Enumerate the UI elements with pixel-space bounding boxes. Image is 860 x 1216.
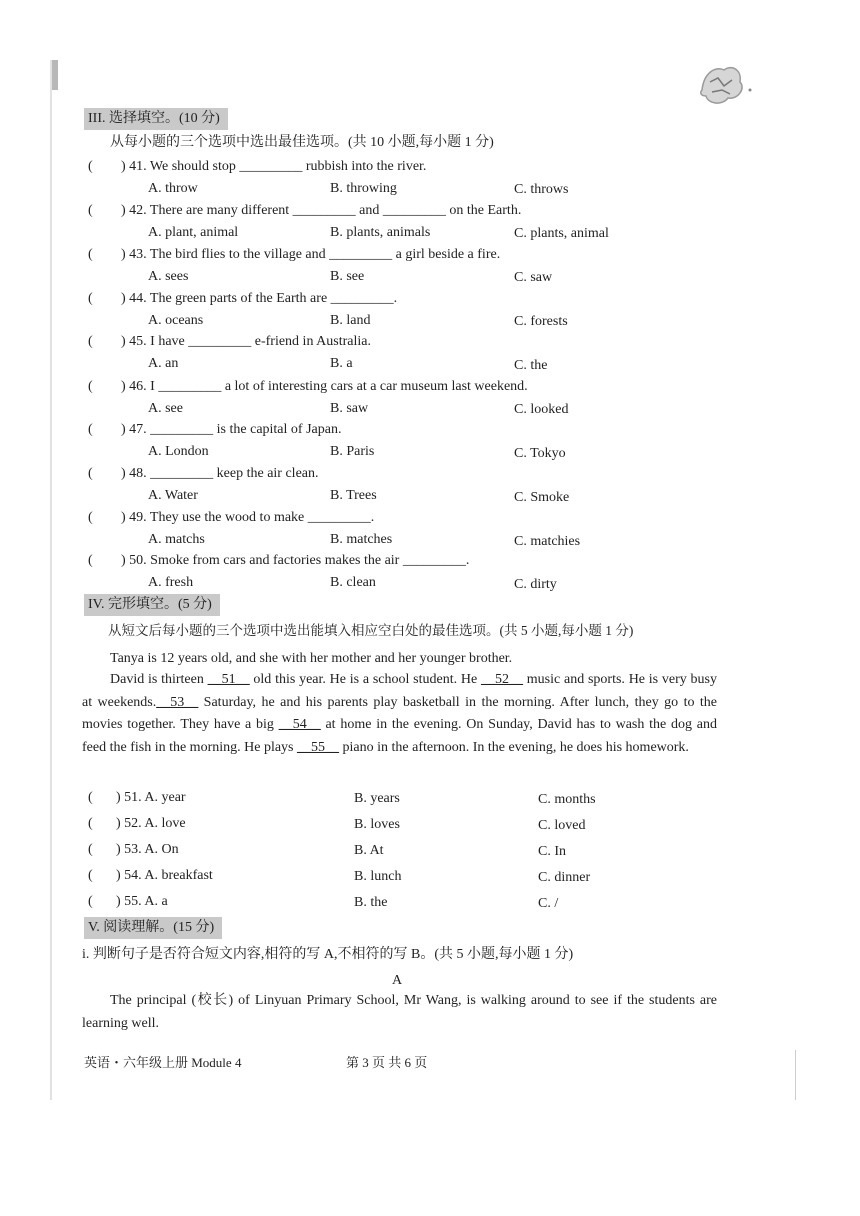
option-c: C. plants, animal	[514, 226, 609, 241]
option-c: C. dinner	[538, 870, 591, 885]
option-b: B. Trees	[330, 488, 377, 503]
blank-51: __51__	[207, 672, 250, 687]
option-b: B. a	[330, 356, 353, 371]
reading-passage: The principal (校长) of Linyuan Primary School, Mr Wang, is walking around to see if the students are learning well.	[82, 993, 717, 1031]
option-a: A. fresh	[148, 575, 194, 590]
option-c: C. forests	[514, 314, 568, 329]
question-text: ) 41. We should stop _________ rubbish into the river.	[121, 159, 427, 174]
option-b: B. loves	[354, 817, 400, 832]
answer-paren: (	[88, 868, 93, 883]
option-c: C. saw	[514, 270, 553, 285]
answer-paren: (	[88, 790, 93, 805]
passage-text: at home in the evening. On Sunday, David has to wash the dog and feed the fish in the morning. He plays	[82, 717, 717, 755]
cloze-passage	[82, 669, 717, 759]
option-c: C. loved	[538, 818, 586, 833]
section-3-heading: III. 选择填空。(10 分)	[84, 108, 228, 130]
option-b: B. matches	[330, 532, 393, 547]
question-text: ) 45. I have _________ e-friend in Australia.	[121, 334, 371, 349]
option-b: B. At	[354, 843, 384, 858]
option-b: B. lunch	[354, 869, 402, 884]
cloze-passage-intro: Tanya is 12 years old, and she with her mother and her younger brother.	[110, 651, 513, 666]
scan-edge-mark	[52, 60, 58, 90]
option-a: A. plant, animal	[148, 225, 239, 240]
option-c: C. /	[538, 896, 559, 911]
option-a: A. sees	[148, 269, 189, 284]
option-c: C. matchies	[514, 534, 581, 549]
option-a: A. matchs	[148, 532, 205, 547]
question-text: ) 42. There are many different _________ and _________ on the Earth.	[121, 203, 522, 218]
question-text: ) 51. A. year	[116, 790, 186, 805]
question-text: ) 52. A. love	[116, 816, 186, 831]
answer-paren: (	[88, 894, 93, 909]
passage-text: Saturday, he and his parents play basketball in the morning. After lunch, they go to the movies together. They have a big	[82, 694, 718, 732]
option-b: B. see	[330, 269, 365, 284]
answer-paren: (	[88, 466, 93, 481]
option-b: B. throwing	[330, 181, 397, 196]
section-4-heading: IV. 完形填空。(5 分)	[84, 594, 220, 616]
question-text: ) 54. A. breakfast	[116, 868, 213, 883]
answer-paren: (	[88, 247, 93, 262]
option-b: B. years	[354, 791, 400, 806]
passage-text: music and sports. He is very busy at weekends.	[82, 672, 717, 710]
passage-text: old this year. He is a school student. He	[249, 672, 481, 687]
option-a: A. oceans	[148, 313, 204, 328]
answer-paren: (	[88, 291, 93, 306]
option-b: B. land	[330, 313, 371, 328]
option-c: C. dirty	[514, 577, 557, 592]
answer-paren: (	[88, 510, 93, 525]
section-4-instruction: 从短文后每小题的三个选项中选出能填入相应空白处的最佳选项。(共 5 小题,每小题 1 分)	[108, 623, 634, 638]
option-c: C. the	[514, 358, 548, 373]
answer-paren: (	[88, 379, 93, 394]
answer-paren: (	[88, 422, 93, 437]
question-text: ) 48. _________ keep the air clean.	[121, 466, 319, 481]
option-c: C. throws	[514, 182, 569, 197]
option-c: C. Smoke	[514, 490, 570, 505]
blank-53: __53__	[156, 694, 199, 710]
option-c: C. Tokyo	[514, 446, 566, 461]
option-b: B. saw	[330, 401, 369, 416]
option-a: A. see	[148, 401, 183, 416]
answer-paren: (	[88, 159, 93, 174]
passage-text: piano in the afternoon. In the evening, he does his homework.	[339, 739, 689, 755]
option-b: B. plants, animals	[330, 225, 431, 240]
answer-paren: (	[88, 203, 93, 218]
option-a: A. throw	[148, 181, 198, 196]
question-text: ) 46. I _________ a lot of interesting cars at a car museum last weekend.	[121, 379, 528, 394]
option-a: A. London	[148, 444, 209, 459]
section-5-heading: V. 阅读理解。(15 分)	[84, 917, 222, 939]
question-text: ) 50. Smoke from cars and factories makes the air _________.	[121, 553, 470, 568]
answer-paren: (	[88, 842, 93, 857]
footer-subject: 英语・六年级上册 Module 4	[84, 1055, 242, 1070]
question-text: ) 55. A. a	[116, 894, 168, 909]
scan-edge-right	[795, 1050, 796, 1100]
blank-54: __54__	[278, 717, 321, 732]
blank-55: __55__	[297, 739, 340, 755]
answer-paren: (	[88, 334, 93, 349]
scan-edge-left	[50, 60, 52, 1100]
answer-paren: (	[88, 816, 93, 831]
option-b: B. Paris	[330, 444, 375, 459]
question-text: ) 43. The bird flies to the village and _________ a girl beside a fire.	[121, 247, 501, 262]
question-text: ) 49. They use the wood to make _________.	[121, 510, 375, 525]
option-a: A. an	[148, 356, 179, 371]
section-5-instruction: i. 判断句子是否符合短文内容,相符的写 A,不相符的写 B。(共 5 小题,每小题 1 分)	[82, 947, 574, 962]
passage-text: David is thirteen	[110, 672, 208, 687]
stamp-smudge-icon	[694, 60, 754, 110]
option-a: A. Water	[148, 488, 198, 503]
answer-paren: (	[88, 553, 93, 568]
option-c: C. months	[538, 792, 596, 807]
option-b: B. clean	[330, 575, 376, 590]
blank-52: __52__	[481, 672, 523, 687]
question-text: ) 47. _________ is the capital of Japan.	[121, 422, 342, 437]
option-b: B. the	[354, 895, 388, 910]
question-text: ) 44. The green parts of the Earth are _________.	[121, 291, 398, 306]
option-c: C. looked	[514, 402, 569, 417]
passage-label: A	[392, 973, 403, 988]
footer-page-number: 第 3 页 共 6 页	[346, 1055, 428, 1070]
question-text: ) 53. A. On	[116, 842, 179, 857]
option-c: C. In	[538, 844, 566, 859]
section-3-instruction: 从每小题的三个选项中选出最佳选项。(共 10 小题,每小题 1 分)	[110, 135, 494, 150]
